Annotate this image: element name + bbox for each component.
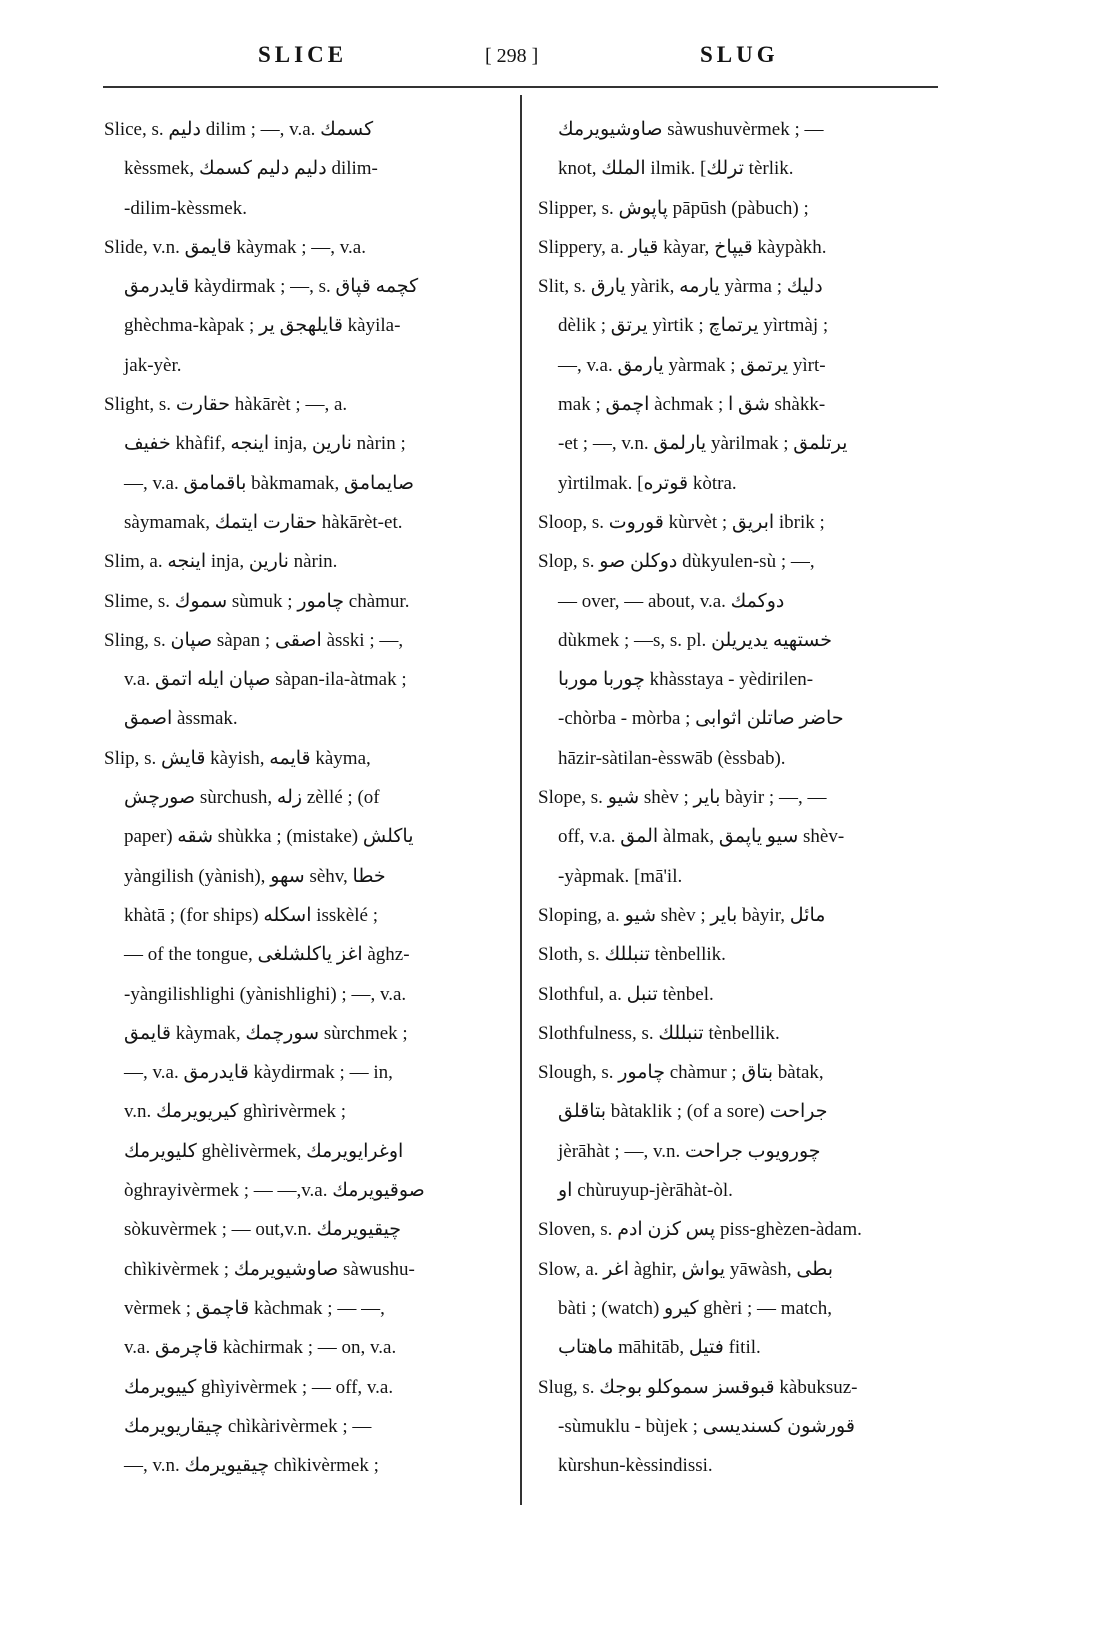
left-column-line: paper) شقه shùkka ; (mistake) یاکلش xyxy=(124,826,414,848)
right-column-line: Slothfulness, s. تنبللك tènbellik. xyxy=(538,1022,780,1044)
right-column-line: Slough, s. چامور chàmur ; بتاق bàtak, xyxy=(538,1062,824,1084)
right-column-line: بتاقلق bàtaklik ; (of a sore) جراحت xyxy=(558,1101,828,1123)
right-column-line: او chùruyup-jèrāhàt-òl. xyxy=(558,1180,733,1202)
header-last-entry: SLUG xyxy=(700,42,779,67)
left-column-line: Slim, a. اینجه inja, نارین nàrin. xyxy=(104,551,338,573)
left-column-line: چیقاریویرمك chìkàrivèrmek ; — xyxy=(124,1415,372,1437)
left-column-line: -dilim-kèssmek. xyxy=(124,197,247,219)
left-column-line: قایدرمق kàydirmak ; —, s. کچمه قپاق xyxy=(124,276,419,298)
left-column-line: òghrayivèrmek ; — —,v.a. صوقیویرمك xyxy=(124,1180,425,1202)
right-column-line: ماهتاب māhitāb, فتیل fitil. xyxy=(558,1337,761,1359)
right-column-line: knot, الملك ilmik. [ترلك tèrlik. xyxy=(558,158,794,180)
left-column-line: —, v.n. چیقیویرمك chìkivèrmek ; xyxy=(124,1455,379,1477)
left-column-line: Slide, v.n. قایمق kàymak ; —, v.a. xyxy=(104,236,366,258)
column-divider xyxy=(520,95,522,1505)
left-column-line: Slice, s. دلیم dilim ; —, v.a. کسمك xyxy=(104,119,374,140)
right-column-line: — over, — about, v.a. دوکمك xyxy=(558,590,785,612)
right-column-line: Slothful, a. تنبل tènbel. xyxy=(538,983,714,1005)
left-column-line: Slight, s. حقارت hàkārèt ; —, a. xyxy=(104,394,348,416)
right-column-line: dèlik ; یرتق yìrtik ; یرتماچ yìrtmàj ; xyxy=(558,315,829,337)
left-column-line: قایمق kàymak, سورچمك sùrchmek ; xyxy=(124,1022,408,1044)
left-column-line: — of the tongue, اغز یاکلشلغی àghz- xyxy=(124,944,410,966)
left-column-line: chìkivèrmek ; صاوشیویرمك sàwushu- xyxy=(124,1258,415,1280)
page-header xyxy=(0,42,1113,82)
right-column-line: Slug, s. قبوقسز سموکلو بوجك kàbuksuz- xyxy=(538,1376,858,1398)
left-column xyxy=(104,110,504,1485)
right-column-line: Slow, a. اغر àghir, یواش yāwàsh, بطی xyxy=(538,1258,834,1280)
right-column-line: —, v.a. یارمق yàrmak ; یرتمق yìrt- xyxy=(558,354,826,376)
left-column-line: vèrmek ; قاچمق kàchmak ; — —, xyxy=(124,1297,385,1319)
right-column-line: -chòrba - mòrba ; حاضر صاتلن اثوابی xyxy=(558,708,844,730)
left-column-line: اصمق àssmak. xyxy=(124,708,238,730)
left-column-line: jak-yèr. xyxy=(124,354,182,376)
right-column-line: bàti ; (watch) کیرو ghèri ; — match, xyxy=(558,1297,832,1319)
left-column-line: sòkuvèrmek ; — out,v.n. چیقیویرمك xyxy=(124,1219,402,1241)
header-first-entry: SLICE xyxy=(258,42,348,67)
left-column-line: Sling, s. صپان sàpan ; اصقی àsski ; —, xyxy=(104,629,404,651)
left-column-line: خفیف khàfif, اینجه inja, نارین nàrin ; xyxy=(124,433,406,455)
right-column-line: Slop, s. دوکلن صو dùkyulen-sù ; —, xyxy=(538,551,815,573)
right-column-line: Sloop, s. قوروت kùrvèt ; ابریق ibrik ; xyxy=(538,511,825,533)
right-column-line: Slippery, a. قیار kàyar, قیپاخ kàypàkh. xyxy=(538,236,827,258)
left-column-line: ghèchma-kàpak ; قایلهجق یر kàyila- xyxy=(124,315,401,337)
right-column-line: dùkmek ; —s, s. pl. خستهیه یدیریلن xyxy=(558,629,832,651)
right-column-line: hāzir-sàtilan-èsswāb (èssbab). xyxy=(558,747,786,769)
right-column-line: off, v.a. المق àlmak, سیو یاپمق shèv- xyxy=(558,826,845,848)
right-column-line: -sùmuklu - bùjek ; قورشون کسندیسی xyxy=(558,1415,855,1437)
right-column-line: Slope, s. شیو shèv ; بایر bàyir ; —, — xyxy=(538,787,827,809)
right-column-line: jèrāhàt ; —, v.n. چورویوب جراحت xyxy=(558,1140,821,1162)
left-column-line: کلیویرمك ghèlivèrmek, اوغرایویرمك xyxy=(124,1140,404,1162)
right-column-line: Slit, s. یارق yàrik, یارمه yàrma ; دلیك xyxy=(538,276,823,298)
right-column-line: چوربا موربا khàsstaya - yèdirilen- xyxy=(558,669,814,691)
left-column-line: yàngilish (yànish), سهو sèhv, خطا xyxy=(124,865,386,887)
left-column-line: صورچش sùrchush, زله zèllé ; (of xyxy=(124,787,380,809)
left-column-line: —, v.a. قایدرمق kàydirmak ; — in, xyxy=(124,1062,393,1084)
right-column-line: mak ; اچمق àchmak ; شق ا shàkk- xyxy=(558,394,826,416)
right-column-line: Sloping, a. شیو shèv ; بایر bàyir, مائل xyxy=(538,904,826,926)
right-column-line: Sloth, s. تنبللك tènbellik. xyxy=(538,944,726,966)
left-column-line: -yàngilishlighi (yànishlighi) ; —, v.a. xyxy=(124,983,407,1005)
header-rule xyxy=(103,86,938,88)
left-column-line: khàtā ; (for ships) اسکله isskèlé ; xyxy=(124,904,378,926)
right-column-line: Slipper, s. پاپوش pāpūsh (pàbuch) ; xyxy=(538,197,809,219)
left-column-line: kèssmek, دلیم دلیم کسمك dilim- xyxy=(124,158,378,180)
right-column-line: -yàpmak. [mā'il. xyxy=(558,865,683,887)
left-column-line: v.n. کیریویرمك ghìrivèrmek ; xyxy=(124,1101,346,1123)
right-column-line: -et ; —, v.n. یارلمق yàrilmak ; یرتلمق xyxy=(558,433,848,455)
left-column-line: کییویرمك ghìyivèrmek ; — off, v.a. xyxy=(124,1376,394,1398)
page-number: [ 298 ] xyxy=(485,45,539,67)
left-column-line: —, v.a. باقمامق bàkmamak, صایمامق xyxy=(124,472,415,494)
right-column xyxy=(538,110,938,1485)
left-column-line: sàymamak, حقارت ایتمك hàkārèt-et. xyxy=(124,511,403,533)
right-column-line: Sloven, s. پس کزن ادم piss-ghèzen-àdam. xyxy=(538,1219,862,1241)
left-column-line: v.a. قاچرمق kàchirmak ; — on, v.a. xyxy=(124,1337,397,1359)
left-column-line: Slip, s. قایش kàyish, قایمه kàyma, xyxy=(104,747,371,769)
right-column-line: صاوشیویرمك sàwushuvèrmek ; — xyxy=(558,119,824,140)
left-column-line: Slime, s. سموك sùmuk ; چامور chàmur. xyxy=(104,590,410,612)
right-column-line: yìrtilmak. [قوتره kòtra. xyxy=(558,472,737,494)
right-column-line: kùrshun-kèssindissi. xyxy=(558,1455,713,1477)
left-column-line: v.a. صپان ایله اتمق sàpan-ila-àtmak ; xyxy=(124,669,407,691)
